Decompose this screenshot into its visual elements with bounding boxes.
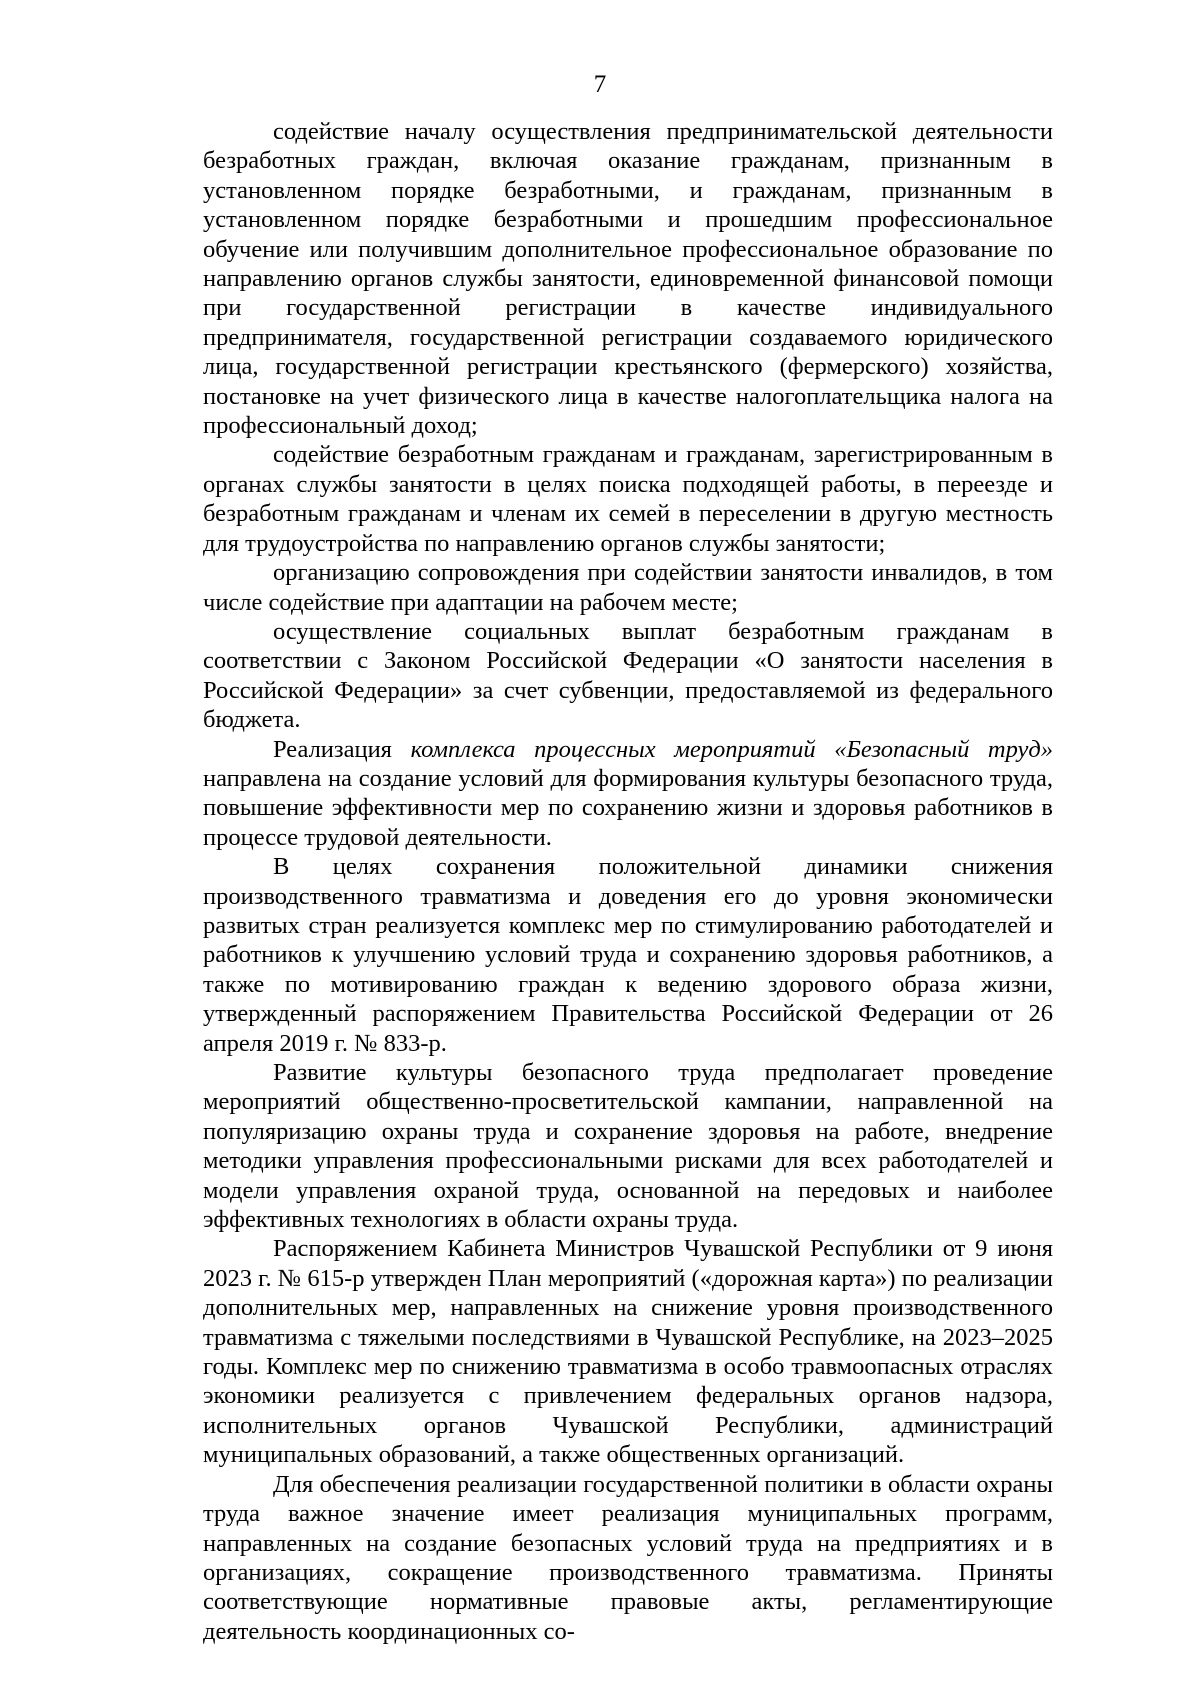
- paragraph-disabled-employment: организацию сопровождения при содействии занятости инвалидов, в том числе содействие при адаптации на рабочем месте;: [203, 559, 1053, 616]
- paragraph-social-payments: осуществление социальных выплат безработным гражданам в соответствии с Законом Российской Федерации «О занятости населения в Российской Федерации» за счет субвенции, предоставляемой из федерального бюджета.: [203, 617, 1053, 734]
- paragraph-safety-culture: Развитие культуры безопасного труда предполагает проведение мероприятий общественно-просветительской кампании, направленной на популяризацию охраны труда и сохранение здоровья на работе, внедрение методики управления профессиональными рисками для всех работодателей и модели управления охраной труда, основанной на передовых и наиболее эффективных технологиях в области охраны труда.: [203, 1059, 1053, 1234]
- document-body: [203, 117, 1053, 1646]
- paragraph-cabinet-order: Распоряжением Кабинета Министров Чувашской Республики от 9 июня 2023 г. № 615-р утвержден План мероприятий («дорожная карта») по реализации дополнительных мер, направленных на снижение уровня производственного травматизма с тяжелыми последствиями в Чувашской Республике, на 2023–2025 годы. Комплекс мер по снижению травматизма в особо травмоопасных отраслях экономики реализуется с привлечением федеральных органов надзора, исполнительных органов Чувашской Республики, администраций муниципальных образований, а также общественных организаций.: [203, 1235, 1053, 1469]
- paragraph-relocation-support: содействие безработным гражданам и гражданам, зарегистрированным в органах службы занятости в целях поиска подходящей работы, в переезде и безработным гражданам и членам их семей в переселении в другую местность для трудоустройства по направлению органов службы занятости;: [203, 441, 1053, 557]
- paragraph-municipal-programs: Для обеспечения реализации государственной политики в области охраны труда важное значение имеет реализация муниципальных программ, направленных на создание безопасных условий труда на предприятиях и в организациях, сокращение производственного травматизма. Приняты соответствующие нормативные правовые акты, регламентирующие деятельность координационных со-: [203, 1470, 1053, 1645]
- paragraph-safe-labor-rest: направлена на создание условий для формирования культуры безопасного труда, повышение эффективности мер по сохранению жизни и здоровья работников в процессе трудовой деятельности.: [203, 764, 1053, 851]
- safe-labor-program-title: комплекса процессных мероприятий «Безопасный труд»: [410, 735, 1054, 763]
- paragraph-safe-labor-complex: [203, 735, 1053, 853]
- paragraph-injury-reduction: В целях сохранения положительной динамики снижения производственного травматизма и доведения его до уровня экономически развитых стран реализуется комплекс мер по стимулированию работодателей и работников к улучшению условий труда и сохранению здоровья работников, а также по мотивированию граждан к ведению здорового образа жизни, утвержденный распоряжением Правительства Российской Федерации от 26 апреля 2019 г. № 833-р.: [203, 853, 1053, 1057]
- paragraph-business-support: содействие началу осуществления предпринимательской деятельности безработных граждан, включая оказание гражданам, признанным в установленном порядке безработными, и гражданам, признанным в установленном порядке безработными и прошедшим профессиональное обучение или получившим дополнительное профессиональное образование по направлению органов службы занятости, единовременной финансовой помощи при государственной регистрации в качестве индивидуального предпринимателя, государственной регистрации создаваемого юридического лица, государственной регистрации крестьянского (фермерского) хозяйства, постановке на учет физического лица в качестве налогоплательщика налога на профессиональный доход;: [203, 118, 1053, 440]
- paragraph-safe-labor-intro: Реализация: [273, 735, 411, 763]
- page-number: 7: [593, 71, 607, 98]
